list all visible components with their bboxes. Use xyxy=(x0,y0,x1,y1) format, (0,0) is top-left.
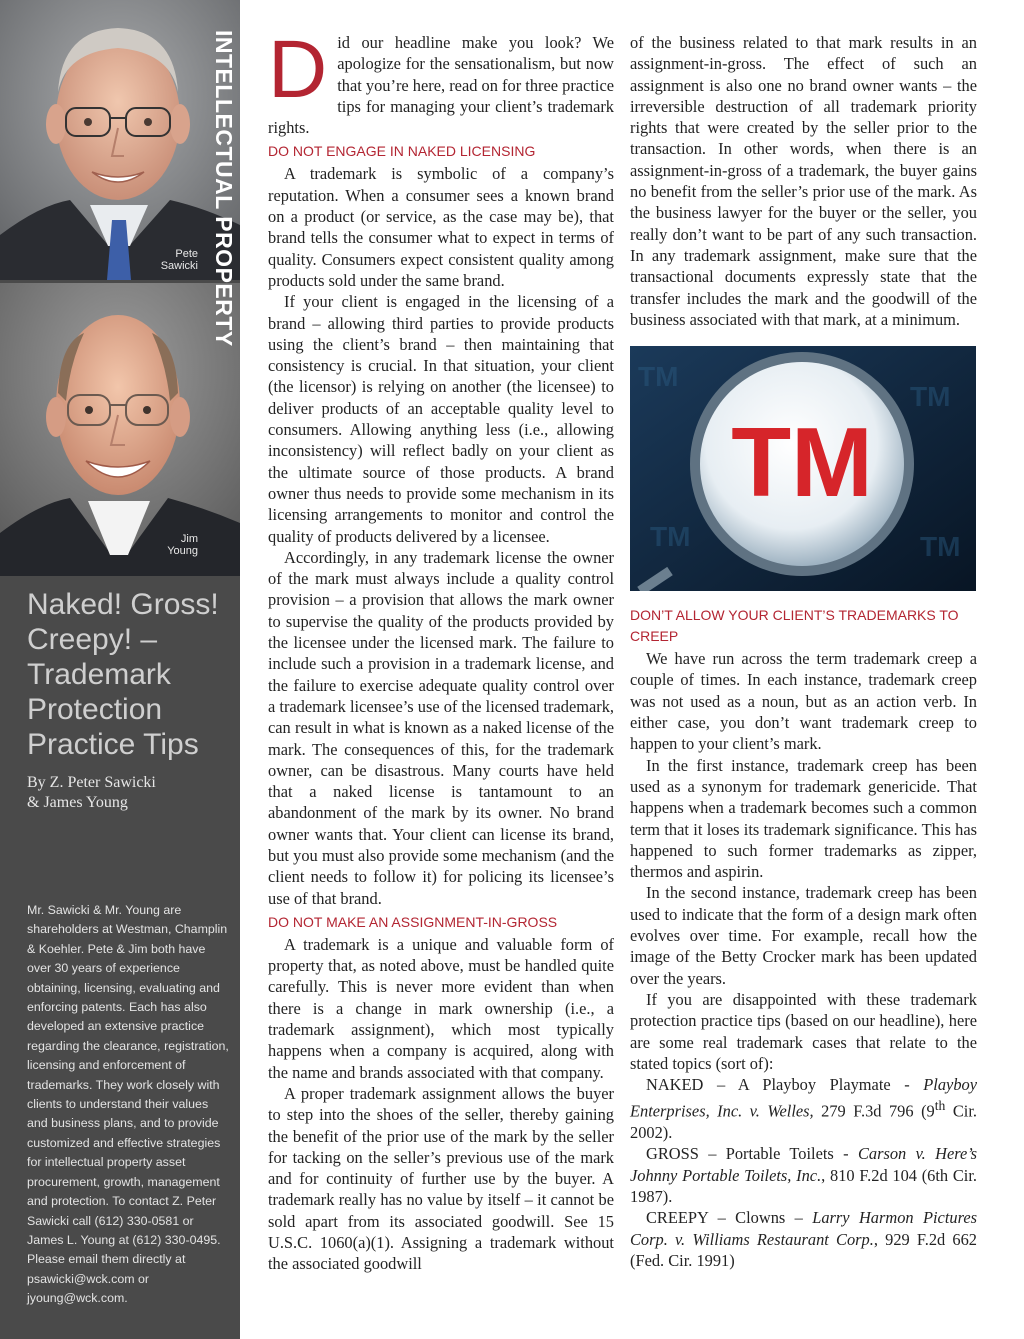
case-citation-gross xyxy=(630,1143,977,1207)
paragraph: If you are disappointed with these trademark protection practice tips (based on our headline), here are some real trademark cases that relate to the stated topics (sort of): xyxy=(630,989,977,1073)
paragraph: of the business related to that mark results in an assignment-in-gross. The effect of such an assignment is also one no brand owner wants – the irreversible destruction of all trademark priority rights that were created by the seller prior to the transaction. In other words, when there is an assignment-in-gross of a trademark, the buyer gains no benefit from the seller’s prior use of the mark. As the business lawyer for the buyer or the seller, you really don’t want to be part of any such transaction. In any trademark assignment, make sure that the transactional documents expressly state that the transfer includes the mark and the goodwill of the business associated with that mark, at a minimum. xyxy=(630,33,977,329)
byline-line: & James Young xyxy=(27,794,128,811)
subheading-naked-licensing: DO NOT ENGAGE IN NAKED LICENSING xyxy=(268,143,536,160)
article-title: Naked! Gross! Creepy! – Trademark Protection Practice Tips xyxy=(27,588,219,761)
paragraph: A proper trademark assignment allows the buyer to step into the shoes of the seller, thereby gaining the benefit of the prior use of the mark by the seller for tacking on the seller’s previous use of the mark and for continuity of further use by the buyer. A trademark really has no value by itself – it cannot be sold apart from its associated goodwill. See 15 U.S.C. 1060(a)(1). Assigning a trademark without the associated goodwill xyxy=(268,1083,614,1274)
photo-caption-sawicki xyxy=(161,248,198,272)
case-citation-creepy xyxy=(630,1207,977,1271)
photo-caption-young xyxy=(167,533,198,557)
author-bio: Mr. Sawicki & Mr. Young are shareholders at Westman, Champlin & Koehler. Pete & Jim both have over 30 years of experience obtaining, licensing, evaluating and enforcing patents. Each has also developed an extensive practice regarding the clearance, registration, licensing and enforcement of trademarks. They work closely with clients to understand their values and business plans, and to provide customized and effective strategies for intellectual property asset procurement, growth, management and protection. To contact Z. Peter Sawicki call (612) 330-0581 or James L. Young at (612) 330-0495. Please email them directly at psawicki@wck.com or jyoung@wck.com. xyxy=(27,903,229,1306)
section-label-text: INTELLECTUAL PROPERTY xyxy=(211,30,237,347)
subheading-assignment-in-gross: DO NOT MAKE AN ASSIGNMENT-IN-GROSS xyxy=(268,913,558,930)
portrait-young-image xyxy=(0,283,240,576)
caption-last-name: Young xyxy=(167,545,198,557)
case-sup: th xyxy=(934,1098,946,1114)
case-name: Playboy Enterprises, Inc. v. Welles, xyxy=(630,1075,977,1121)
case-name: Carson v. Here’s Johnny Portable Toilets, Inc. xyxy=(630,1144,977,1185)
svg-text:TM: TM xyxy=(920,531,961,563)
byline-line: By Z. Peter Sawicki xyxy=(27,774,156,791)
drop-cap: D xyxy=(268,24,328,115)
paragraph: In the second instance, trademark creep has been used to indicate that the form of a design mark often evolves over time. For example, recall how the image of the Betty Crocker mark has been updated over the years. xyxy=(630,883,977,988)
case-cite: 279 F.3d 796 (9 xyxy=(813,1101,935,1121)
subheading-trademark-creep: DON’T ALLOW YOUR CLIENT’S TRADEMARKS TO CREEP xyxy=(630,607,959,645)
author-photo-sawicki xyxy=(0,0,240,280)
caption-first-name: Pete xyxy=(175,248,198,260)
magnifying-glass-icon xyxy=(630,346,976,591)
case-tail: Cir. 2002). xyxy=(630,1101,977,1143)
sidebar xyxy=(0,0,240,1339)
paragraph: A trademark is symbolic of a company’s reputation. When a consumer sees a known brand on a product (or service, as the case may be), that brand tells the consumer what to expect in terms of quality. Consumers expect consistent quality among products sold under the same brand. xyxy=(268,164,614,290)
svg-text:TM: TM xyxy=(638,361,679,393)
article-column-2 xyxy=(630,32,977,1271)
article-column-1 xyxy=(268,24,614,1275)
caption-first-name: Jim xyxy=(180,533,198,545)
paragraph: In the first instance, trademark creep has been used as a synonym for trademark genericide. That happens when a trademark becomes such a common term that it loses its trademark significance. This has happened to such former trademarks as zipper, thermos and aspirin. xyxy=(630,755,977,882)
case-cite: , 810 F.2d 104 (6th Cir. 1987). xyxy=(630,1165,977,1207)
section-label xyxy=(210,30,240,370)
tm-symbol-text: TM xyxy=(731,407,873,518)
case-lead: GROSS – Portable Toilets - xyxy=(646,1144,858,1164)
case-lead: CREEPY – Clowns – xyxy=(646,1208,813,1228)
paragraph: Accordingly, in any trademark license the owner of the mark must always include a quality control provision – a provision that allows the mark owner to supervise the quality of the products provided by the licensee under the licensed mark. The failure to include such a provision in a trademark license, and the failure to exercise adequate quality control over a trademark licensee’s use of the licensed trademark, can result in what is known as a naked license of the mark. The consequences of this, for the trademark owner, can be disastrous. Many courts have held that a naked license is tantamount to an abandonment of the mark by its owner. No brand owner wants that. Your client can license its brand, but you must also provide some mechanism (and the client needs to follow it) for policing its licensee’s use of that brand. xyxy=(268,547,614,908)
paragraph: A trademark is a unique and valuable form of property that, as noted above, must be handled quite carefully. This is never more evident than when there is a change in mark ownership (i.e., a trademark assignment), which most typically happens when a company is acquired, along with the name and brands associated with that company. xyxy=(268,934,614,1082)
case-citation-naked xyxy=(630,1074,977,1143)
tm-magnifier-image xyxy=(630,346,976,591)
case-lead: NAKED – A Playboy Playmate - xyxy=(646,1075,924,1095)
portrait-sawicki-image xyxy=(0,0,240,280)
author-photo-young xyxy=(0,283,240,576)
byline xyxy=(27,773,227,813)
intro-text: id our headline make you look? We apologize for the sensationalism, but now that you’re here, read on for three practice tips for managing your client’s trademark rights. xyxy=(268,33,614,138)
intro-paragraph xyxy=(268,24,614,138)
caption-last-name: Sawicki xyxy=(160,260,198,272)
paragraph: We have run across the term trademark creep a couple of times. In each instance, trademark creep was not used as a noun, but as an action verb. In either case, you don’t want trademark creep to happen to your client’s mark. xyxy=(630,649,977,754)
svg-text:TM: TM xyxy=(650,521,691,553)
paragraph: If your client is engaged in the licensing of a brand – allowing third parties to provide products using the client’s brand – then maintaining that consistency is crucial. In that situation, your client (the licensor) is relying on another (the licensee) to deliver products of an acceptable quality level to consumers. Allowing anything less (i.e., allowing inconsistency) will reflect badly on your client as the ultimate source of those products. A brand owner thus needs to provide some mechanism in its licensing arrangements to monitor and control the quality of products delivered by a licensee. xyxy=(268,292,614,546)
case-name: Larry Harmon Pictures Corp. v. Williams Restaurant Corp. xyxy=(630,1208,977,1249)
case-cite: , 929 F.2d 662 (Fed. Cir. 1991) xyxy=(630,1229,978,1270)
svg-text:TM: TM xyxy=(910,381,951,413)
